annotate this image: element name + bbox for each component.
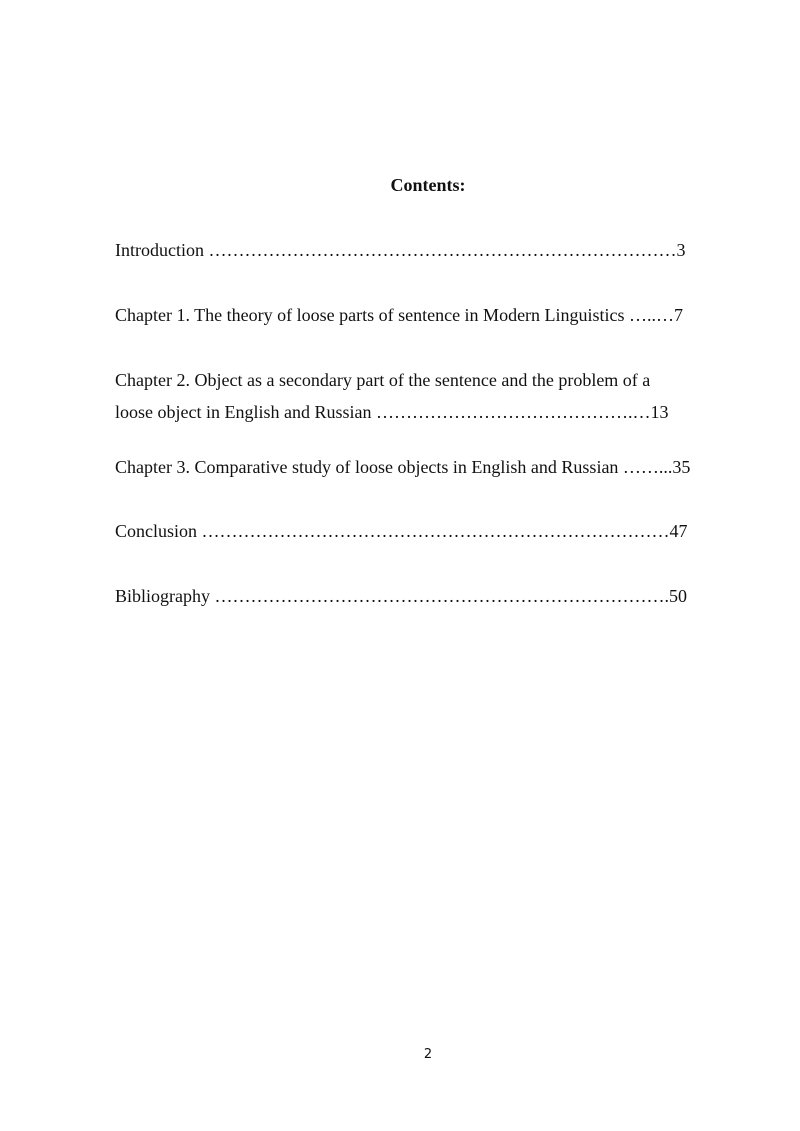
toc-entry-chapter-3: Chapter 3. Comparative study of loose objects in English and Russian ……...35	[115, 457, 691, 477]
toc-entry-bibliography: Bibliography ………………………………………………………………….50	[115, 586, 687, 606]
page-number: 2	[423, 1047, 433, 1062]
toc-entry-chapter-2-line-2: loose object in English and Russian …………………………………….…13	[115, 402, 669, 422]
toc-entry-conclusion: Conclusion ……………………………………………………………………47	[115, 521, 688, 541]
toc-entry-introduction: Introduction ……………………………………………………………………3	[115, 240, 686, 260]
toc-entry-chapter-2-line-1: Chapter 2. Object as a secondary part of the sentence and the problem of a	[115, 370, 651, 390]
toc-entry-chapter-1: Chapter 1. The theory of loose parts of sentence in Modern Linguistics …..…7	[115, 305, 684, 325]
page-title: Contents:	[390, 175, 466, 195]
